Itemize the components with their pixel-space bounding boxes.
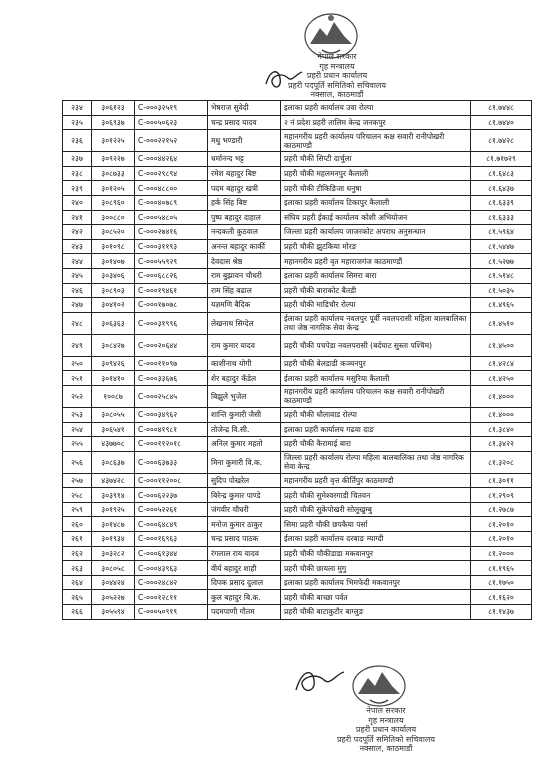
roll-number-cell: ३०९२२७ bbox=[92, 152, 135, 167]
posting-office-cell: प्रहरी चौकी पचपेडा नवलपरासी (बर्दघाट सुस्ता पश्चिम) bbox=[281, 334, 471, 356]
serial-number-cell: २५३ bbox=[63, 407, 92, 422]
table-row bbox=[63, 334, 532, 356]
posting-office-cell: महानगरीय प्रहरी कार्यालय परिचालन कक्ष सवारी रानीपोखरी काठमाण्डौ bbox=[281, 130, 471, 152]
candidate-name-cell: सुदिप पोखरेल bbox=[208, 473, 281, 488]
roll-number-cell: ३०५५९४ bbox=[92, 605, 135, 620]
roll-number-cell: ३०१२०५ bbox=[92, 181, 135, 196]
table-row bbox=[63, 532, 532, 547]
score-cell: ८१.१६२० bbox=[471, 590, 532, 605]
score-cell: ८१.४००० bbox=[471, 407, 532, 422]
page-header bbox=[0, 0, 547, 102]
score-cell: ८१.२९०९ bbox=[471, 488, 532, 503]
score-cell: ८१.५९६४ bbox=[471, 225, 532, 240]
posting-office-cell: महानगरीय प्रहरी कार्यालय परिचालन कक्ष सवारी रानीपोखरी काठमाण्डौ bbox=[281, 385, 471, 407]
posting-office-cell: प्रहरी चौकी झुटकिया मोरङ bbox=[281, 239, 471, 254]
results-table bbox=[62, 100, 532, 620]
serial-number-cell: २४९ bbox=[63, 334, 92, 356]
roll-number-cell: ३०१९२५ bbox=[92, 502, 135, 517]
score-cell: ८१.१७५० bbox=[471, 575, 532, 590]
candidate-name-cell: नन्दकली कुठवाल bbox=[208, 225, 281, 240]
table-row bbox=[63, 590, 532, 605]
roll-number-cell: ३०८४२७ bbox=[92, 334, 135, 356]
code-number-cell: C-०००५२२६१ bbox=[135, 502, 208, 517]
posting-office-cell: प्रहरी चौकी सुकेपोखरी सोलुखुम्बु bbox=[281, 502, 471, 517]
score-cell: ८१.६४८३ bbox=[471, 166, 532, 181]
serial-number-cell: २३६ bbox=[63, 130, 92, 152]
code-number-cell: C-०००१९४६१ bbox=[135, 283, 208, 298]
serial-number-cell: २४३ bbox=[63, 239, 92, 254]
roll-number-cell: ३०८०५५ bbox=[92, 407, 135, 422]
table-row bbox=[63, 473, 532, 488]
table-row bbox=[63, 166, 532, 181]
posting-office-cell: ईलाका प्रहरी कार्यालय नवलपुर पूर्वी नवलपरासी महिला बालबालिका तथा जेष्ठ नागरिक सेवा केन्द्र bbox=[281, 312, 471, 334]
candidate-name-cell: मिना कुमारी वि.क. bbox=[208, 451, 281, 473]
table-row bbox=[63, 283, 532, 298]
code-number-cell: C-०००४४२६४ bbox=[135, 152, 208, 167]
posting-office-cell: प्रहरी चौकी बाराकोट बैतडी bbox=[281, 283, 471, 298]
serial-number-cell: २६३ bbox=[63, 561, 92, 576]
roll-number-cell: ३०६१२३ bbox=[92, 101, 135, 116]
table-row bbox=[63, 101, 532, 116]
table-row bbox=[63, 181, 532, 196]
candidate-name-cell: राम बुझावन चौधरी bbox=[208, 268, 281, 283]
posting-office-cell: इलाका प्रहरी कार्यालय गढवा दाङ bbox=[281, 422, 471, 437]
candidate-name-cell: देवदास श्रेष्ठ bbox=[208, 254, 281, 269]
roll-number-cell: ३०८९०३ bbox=[92, 283, 135, 298]
roll-number-cell: ३०३४०६ bbox=[92, 268, 135, 283]
score-cell: ८१.३२०८ bbox=[471, 451, 532, 473]
posting-office-cell: जिल्ला प्रहरी कार्यालय जाजरकोट अपराध अनुसन्धान bbox=[281, 225, 471, 240]
table-row bbox=[63, 115, 532, 130]
code-number-cell: C-०००४८८०० bbox=[135, 181, 208, 196]
code-number-cell: C-०००६४८४९ bbox=[135, 517, 208, 532]
score-cell: ८१.४५१० bbox=[471, 312, 532, 334]
serial-number-cell: २४५ bbox=[63, 268, 92, 283]
candidate-name-cell: पुष्प बहादुर दाहाल bbox=[208, 210, 281, 225]
code-number-cell: C-०००११२००८ bbox=[135, 473, 208, 488]
table-row bbox=[63, 312, 532, 334]
score-cell: ८१.१९६५ bbox=[471, 561, 532, 576]
table-row bbox=[63, 152, 532, 167]
seal-line-4: प्रहरी पदपूर्ति समितिको सचिवालय bbox=[337, 734, 435, 744]
table-row bbox=[63, 451, 532, 473]
serial-number-cell: २३९ bbox=[63, 181, 92, 196]
page-footer bbox=[0, 660, 547, 768]
table-row bbox=[63, 561, 532, 576]
code-number-cell: C-०००२७४१६ bbox=[135, 225, 208, 240]
score-cell: ८१.५१४८ bbox=[471, 268, 532, 283]
table-row bbox=[63, 437, 532, 452]
serial-number-cell: २५० bbox=[63, 356, 92, 371]
serial-number-cell: २६० bbox=[63, 517, 92, 532]
table-row bbox=[63, 385, 532, 407]
candidate-name-cell: मधु भण्डारी bbox=[208, 130, 281, 152]
roll-number-cell: ३०९४२६ bbox=[92, 356, 135, 371]
score-cell: ८१.२०१० bbox=[471, 532, 532, 547]
serial-number-cell: २६६ bbox=[63, 605, 92, 620]
score-cell: ८१.२००० bbox=[471, 546, 532, 561]
serial-number-cell: २५६ bbox=[63, 451, 92, 473]
code-number-cell: C-०००११०९७ bbox=[135, 356, 208, 371]
roll-number-cell: ३०१०९८ bbox=[92, 239, 135, 254]
roll-number-cell: ३०८०५८ bbox=[92, 561, 135, 576]
score-cell: ८१.४२५० bbox=[471, 371, 532, 386]
handwritten-signature-bottom bbox=[290, 662, 350, 702]
serial-number-cell: २३४ bbox=[63, 101, 92, 116]
candidate-name-cell: लेखनाथ सिग्देल bbox=[208, 312, 281, 334]
serial-number-cell: २४६ bbox=[63, 283, 92, 298]
roll-number-cell: ३०८९६० bbox=[92, 195, 135, 210]
code-number-cell: C-०००६३७३३ bbox=[135, 451, 208, 473]
table-row bbox=[63, 371, 532, 386]
candidate-name-cell: राम सिंह बढाल bbox=[208, 283, 281, 298]
roll-number-cell: ३०३२८२ bbox=[92, 546, 135, 561]
table-row bbox=[63, 575, 532, 590]
code-number-cell: C-०००३२५१९ bbox=[135, 101, 208, 116]
candidate-name-cell: बिरेन्द्र कुमार पाण्डे bbox=[208, 488, 281, 503]
table-row bbox=[63, 130, 532, 152]
serial-number-cell: २५१ bbox=[63, 371, 92, 386]
candidate-name-cell: वीर्य बहादुर शाही bbox=[208, 561, 281, 576]
score-cell: ८१.६४३७ bbox=[471, 181, 532, 196]
seal-line-3: प्रहरी प्रधान कार्यालय bbox=[355, 725, 417, 734]
code-number-cell: C-०००२९८९४ bbox=[135, 166, 208, 181]
roll-number-cell: ३०३९१४ bbox=[92, 488, 135, 503]
serial-number-cell: २५९ bbox=[63, 502, 92, 517]
score-cell: ८१.२७८७ bbox=[471, 502, 532, 517]
roll-number-cell: ३०८७३३ bbox=[92, 166, 135, 181]
table-row bbox=[63, 517, 532, 532]
code-number-cell: C-०००२२१५२ bbox=[135, 130, 208, 152]
score-cell: ८१.२०१० bbox=[471, 517, 532, 532]
table-row bbox=[63, 239, 532, 254]
roll-number-cell: ३०६९३७ bbox=[92, 115, 135, 130]
serial-number-cell: २४४ bbox=[63, 254, 92, 269]
roll-number-cell: ३०१२२५ bbox=[92, 130, 135, 152]
posting-office-cell: प्रहरी चौकी धौलावाड रोल्पा bbox=[281, 407, 471, 422]
roll-number-cell: ३०१९३४ bbox=[92, 532, 135, 547]
roll-number-cell: ३०१४८७ bbox=[92, 517, 135, 532]
candidate-name-cell: पदम बहादुर खत्री bbox=[208, 181, 281, 196]
candidate-name-cell: रमेश बहादुर बिष्ट bbox=[208, 166, 281, 181]
serial-number-cell: २३५ bbox=[63, 115, 92, 130]
posting-office-cell: इलाका प्रहरी कार्यालय भिमफेदी मकवानपुर bbox=[281, 575, 471, 590]
roll-number-cell: ३०४४२४ bbox=[92, 575, 135, 590]
table-row bbox=[63, 605, 532, 620]
code-number-cell: C-०००६२२३७ bbox=[135, 488, 208, 503]
roll-number-cell: ३०६५४१ bbox=[92, 422, 135, 437]
code-number-cell: C-०००४१९८१ bbox=[135, 422, 208, 437]
posting-office-cell: प्रहरी चौकी चौकीडाडा मकवानपुर bbox=[281, 546, 471, 561]
score-cell: ८१.६३३९ bbox=[471, 195, 532, 210]
table-row bbox=[63, 356, 532, 371]
score-cell: ८१.४५०० bbox=[471, 334, 532, 356]
score-cell: ८१.४२८४ bbox=[471, 356, 532, 371]
roll-number-cell: ३०१४१० bbox=[92, 371, 135, 386]
code-number-cell: C-०००५४८०५ bbox=[135, 210, 208, 225]
candidate-name-cell: चन्द्र प्रसाद यादव bbox=[208, 115, 281, 130]
serial-number-cell: २६५ bbox=[63, 590, 92, 605]
code-number-cell: C-०००३३६७६ bbox=[135, 371, 208, 386]
score-cell: ८१.७४२८ bbox=[471, 130, 532, 152]
roll-number-cell: ३०६३६३ bbox=[92, 312, 135, 334]
serial-number-cell: २५५ bbox=[63, 437, 92, 452]
serial-number-cell: २४० bbox=[63, 195, 92, 210]
code-number-cell: C-०००५०६२३ bbox=[135, 115, 208, 130]
candidate-name-cell: हर्क सिंह बिष्ट bbox=[208, 195, 281, 210]
seal-line-2: गृह मन्त्रालय bbox=[319, 61, 355, 71]
candidate-name-cell: शेर बहादुर कँडेल bbox=[208, 371, 281, 386]
score-cell: ८१.७४४० bbox=[471, 115, 532, 130]
table-row bbox=[63, 488, 532, 503]
code-number-cell: C-०००५०९१९ bbox=[135, 605, 208, 620]
candidate-name-cell: धर्मानन्द भट्ट bbox=[208, 152, 281, 167]
posting-office-cell: प्रहरी चौकी माडिचौर रोल्पा bbox=[281, 298, 471, 313]
posting-office-cell: प्रहरी चौकी बाटाकुटौर बाग्लुङ bbox=[281, 605, 471, 620]
table-row bbox=[63, 225, 532, 240]
posting-office-cell: प्रहरी चौकी टीकिङिजा धनुषा bbox=[281, 181, 471, 196]
score-cell: ८१.४९६५ bbox=[471, 298, 532, 313]
candidate-name-cell: यज्ञमणि बैदिक bbox=[208, 298, 281, 313]
roll-number-cell: ३०५२२७ bbox=[92, 590, 135, 605]
code-number-cell: C-०००२४८४२ bbox=[135, 575, 208, 590]
results-table-body bbox=[63, 101, 532, 620]
score-cell: ८१.३४२२ bbox=[471, 437, 532, 452]
posting-office-cell: महानगरीय प्रहरी वृत महाराजगंज काठमाण्डौं bbox=[281, 254, 471, 269]
code-number-cell: C-०००११२०१८ bbox=[135, 437, 208, 452]
table-row bbox=[63, 210, 532, 225]
posting-office-cell: जिल्ला प्रहरी कार्यालय रोल्पा महिला बालबालिका तथा जेष्ठ नागरिक सेवा केन्द्र bbox=[281, 451, 471, 473]
posting-office-cell: प्रहरी चौकी बेलडाडी कञ्चनपुर bbox=[281, 356, 471, 371]
candidate-name-cell: रंगलाल राय यादव bbox=[208, 546, 281, 561]
posting-office-cell: २ नं प्रदेश प्रहरी तालिम केन्द्र जनकपुर bbox=[281, 115, 471, 130]
serial-number-cell: २६४ bbox=[63, 575, 92, 590]
score-cell: ८१.३०११ bbox=[471, 473, 532, 488]
table-row bbox=[63, 268, 532, 283]
posting-office-cell: इलाका प्रहरी कार्यालय उवा रोल्पा bbox=[281, 101, 471, 116]
serial-number-cell: २४२ bbox=[63, 225, 92, 240]
posting-office-cell: प्रहरी चौकी छायला मुगु bbox=[281, 561, 471, 576]
serial-number-cell: २५४ bbox=[63, 422, 92, 437]
posting-office-cell: प्रहरी चौकी सुमेश्वरगाडी चितवन bbox=[281, 488, 471, 503]
roll-number-cell: ३०४१०२ bbox=[92, 298, 135, 313]
table-row bbox=[63, 546, 532, 561]
seal-line-2: गृह मन्त्रालय bbox=[368, 715, 404, 725]
serial-number-cell: २४७ bbox=[63, 298, 92, 313]
seal-line-4: प्रहरी पदपूर्ति समितिको सचिवालय bbox=[288, 80, 386, 90]
posting-office-cell: सिमा प्रहरी चौकी छपकैया पर्सा bbox=[281, 517, 471, 532]
candidate-name-cell: मनोज कुमार ठाकुर bbox=[208, 517, 281, 532]
serial-number-cell: २३८ bbox=[63, 166, 92, 181]
handwritten-signature bbox=[262, 64, 306, 94]
candidate-name-cell: बिझुले भुजेल bbox=[208, 385, 281, 407]
posting-office-cell: इलाका प्रहरी कार्यालय टिकापुर कैलाली bbox=[281, 195, 471, 210]
serial-number-cell: २३७ bbox=[63, 152, 92, 167]
candidate-name-cell: कुल बहादुर बि.क. bbox=[208, 590, 281, 605]
code-number-cell: C-०००६१३४४ bbox=[135, 546, 208, 561]
posting-office-cell: प्रहरी चौकी कैरामाई बारा bbox=[281, 437, 471, 452]
serial-number-cell: २५२ bbox=[63, 385, 92, 407]
code-number-cell: C-०००६८८२६ bbox=[135, 268, 208, 283]
posting-office-cell: ईलाका प्रहरी कार्यालय दरबाङ म्याग्दी bbox=[281, 532, 471, 547]
posting-office-cell: प्रहरी चौकी बाच्छा पर्वत bbox=[281, 590, 471, 605]
roll-number-cell: ३०८५२० bbox=[92, 225, 135, 240]
government-seal-emblem-bottom bbox=[348, 660, 410, 712]
table-row bbox=[63, 298, 532, 313]
score-cell: ८१.५४४७ bbox=[471, 239, 532, 254]
table-row bbox=[63, 407, 532, 422]
code-number-cell: C-०००३१९९६ bbox=[135, 312, 208, 334]
serial-number-cell: २४८ bbox=[63, 312, 92, 334]
score-cell: ८१.१४३७ bbox=[471, 605, 532, 620]
posting-office-cell: ईलाका प्रहरी कार्यालय मसुरिया कैलाली bbox=[281, 371, 471, 386]
roll-number-cell: ४३७४२८ bbox=[92, 473, 135, 488]
seal-line-1: नेपाल सरकार bbox=[366, 706, 406, 715]
serial-number-cell: २४१ bbox=[63, 210, 92, 225]
candidate-name-cell: पदमपाणी गौतम bbox=[208, 605, 281, 620]
candidate-name-cell: काशीनाथ योगी bbox=[208, 356, 281, 371]
score-cell: ८१.३८४० bbox=[471, 422, 532, 437]
seal-line-3: प्रहरी प्रधान कार्यालय bbox=[306, 71, 368, 80]
code-number-cell: C-०००१७०७८ bbox=[135, 298, 208, 313]
score-cell: ८१.५०३५ bbox=[471, 283, 532, 298]
table-row bbox=[63, 254, 532, 269]
score-cell: ८१.७४४८ bbox=[471, 101, 532, 116]
candidate-name-cell: दिपक प्रसाद दुलाल bbox=[208, 575, 281, 590]
code-number-cell: C-०००२०६४४ bbox=[135, 334, 208, 356]
seal-line-5: नक्साल, काठमाडौं bbox=[359, 744, 413, 753]
candidate-name-cell: अनिल कुमार महतो bbox=[208, 437, 281, 452]
roll-number-cell: १००८७ bbox=[92, 385, 135, 407]
score-cell: ८१.४००० bbox=[471, 385, 532, 407]
candidate-name-cell: शान्ति कुमारी जैसी bbox=[208, 407, 281, 422]
code-number-cell: C-०००२५८४५ bbox=[135, 385, 208, 407]
score-cell: ८१.५२७७ bbox=[471, 254, 532, 269]
serial-number-cell: २५८ bbox=[63, 488, 92, 503]
serial-number-cell: २६१ bbox=[63, 532, 92, 547]
candidate-name-cell: भेषराज सुवेदी bbox=[208, 101, 281, 116]
seal-text-bottom bbox=[306, 706, 466, 754]
candidate-name-cell: राम कुमार यादव bbox=[208, 334, 281, 356]
code-number-cell: C-०००१६९६३ bbox=[135, 532, 208, 547]
table-row bbox=[63, 502, 532, 517]
seal-line-1: नेपाल सरकार bbox=[317, 52, 357, 61]
candidate-name-cell: तोजेन्द्र वि.सी. bbox=[208, 422, 281, 437]
candidate-name-cell: चन्द्र प्रसाद पाठक bbox=[208, 532, 281, 547]
code-number-cell: C-०००३४९६२ bbox=[135, 407, 208, 422]
roll-number-cell: ४३७७०८ bbox=[92, 437, 135, 452]
posting-office-cell: इलाका प्रहरी कार्यालय सिमरा बारा bbox=[281, 268, 471, 283]
roll-number-cell: ३०१४०७ bbox=[92, 254, 135, 269]
code-number-cell: C-०००३११९३ bbox=[135, 239, 208, 254]
code-number-cell: C-०००५५९२९ bbox=[135, 254, 208, 269]
score-cell: ८१.६३३३ bbox=[471, 210, 532, 225]
score-cell: ८१.७१७२९ bbox=[471, 152, 532, 167]
candidate-name-cell: जंगवीर चौधरी bbox=[208, 502, 281, 517]
table-row bbox=[63, 422, 532, 437]
serial-number-cell: २५७ bbox=[63, 473, 92, 488]
candidate-name-cell: अनन्त बहादुर कार्की bbox=[208, 239, 281, 254]
table-row bbox=[63, 195, 532, 210]
posting-office-cell: संघिय प्रहरी ईकाई कार्यालय कोशी अभियोजन bbox=[281, 210, 471, 225]
roll-number-cell: ३०८६३७ bbox=[92, 451, 135, 473]
posting-office-cell: प्रहरी चौकी महलमनपुर कैलाली bbox=[281, 166, 471, 181]
posting-office-cell: प्रहरी चौकी सिप्टी दार्चुला bbox=[281, 152, 471, 167]
code-number-cell: C-०००१२८११ bbox=[135, 590, 208, 605]
seal-line-5: नक्साल, काठमाडौं bbox=[310, 90, 364, 99]
serial-number-cell: २६२ bbox=[63, 546, 92, 561]
posting-office-cell: महानगरीय प्रहरी वृत्त कीर्तिपुर काठमाण्डौ bbox=[281, 473, 471, 488]
roll-number-cell: ३००८८० bbox=[92, 210, 135, 225]
code-number-cell: C-०००४०७८९ bbox=[135, 195, 208, 210]
code-number-cell: C-०००४३९६३ bbox=[135, 561, 208, 576]
